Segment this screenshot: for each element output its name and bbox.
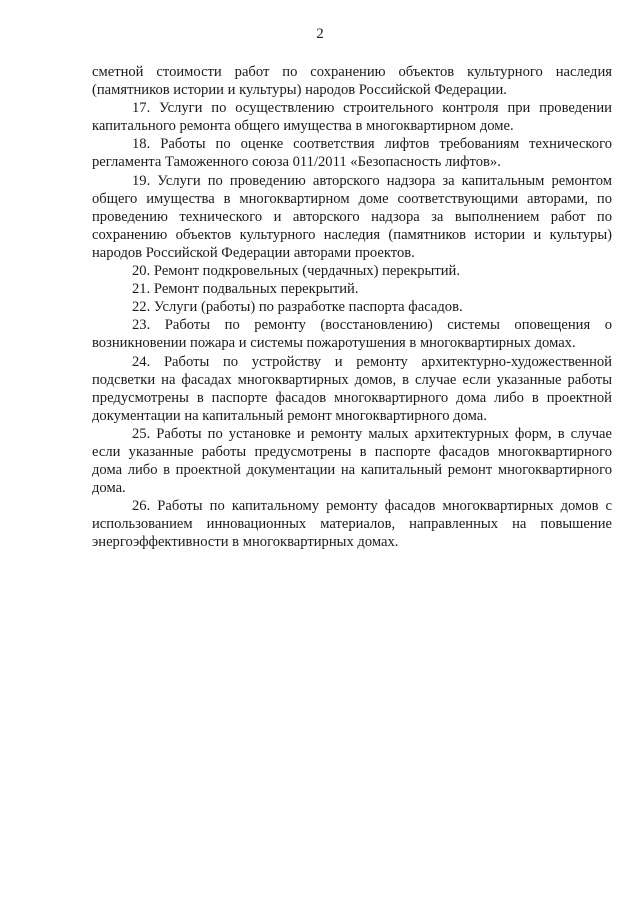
document-body	[92, 63, 612, 552]
paragraph-item-22: 22. Услуги (работы) по разработке паспорта фасадов.	[132, 299, 463, 316]
paragraph-item-20: 20. Ремонт подкровельных (чердачных) перекрытий.	[132, 263, 460, 280]
paragraph-continuation: сметной стоимости работ по сохранению объектов культурного наследия (памятников истории и культуры) народов Российской Федерации.	[92, 64, 612, 99]
paragraph-item-18: 18. Работы по оценке соответствия лифтов требованиям технического регламента Таможенного союза 011/2011 «Безопасность лифтов».	[92, 136, 612, 171]
paragraph-item-21: 21. Ремонт подвальных перекрытий.	[132, 281, 359, 298]
paragraph-item-26: 26. Работы по капитальному ремонту фасадов многоквартирных домов с использованием инновационных материалов, направленных на повышение энергоэффективности в многоквартирных домах.	[92, 498, 612, 551]
page-number: 2	[316, 26, 324, 42]
paragraph-item-24: 24. Работы по устройству и ремонту архитектурно-художественной подсветки на фасадах многоквартирных домов, в случае если указанные работы предусмотрены в паспорте фасадов многоквартирного дома либо в проектной документации на капитальный ремонт многоквартирного дома.	[92, 353, 612, 424]
paragraph-item-19: 19. Услуги по проведению авторского надзора за капитальным ремонтом общего имущества в многоквартирном доме соответствующими авторами, по проведению технического и авторского надзора за выполнением работ по сохранению объектов культурного наследия (памятников истории и культуры) народов Российской Федерации авторами проектов.	[92, 172, 612, 261]
paragraph-item-23: 23. Работы по ремонту (восстановлению) системы оповещения о возникновении пожара и системы пожаротушения в многоквартирных домах.	[92, 317, 612, 352]
paragraph-item-25: 25. Работы по установке и ремонту малых архитектурных форм, в случае если указанные работы предусмотрены в паспорте фасадов многоквартирного дома либо в проектной документации на капитальный ремонт многоквартирного дома.	[92, 425, 612, 497]
paragraph-item-17: 17. Услуги по осуществлению строительного контроля при проведении капитального ремонта общего имущества в многоквартирном доме.	[92, 100, 612, 135]
